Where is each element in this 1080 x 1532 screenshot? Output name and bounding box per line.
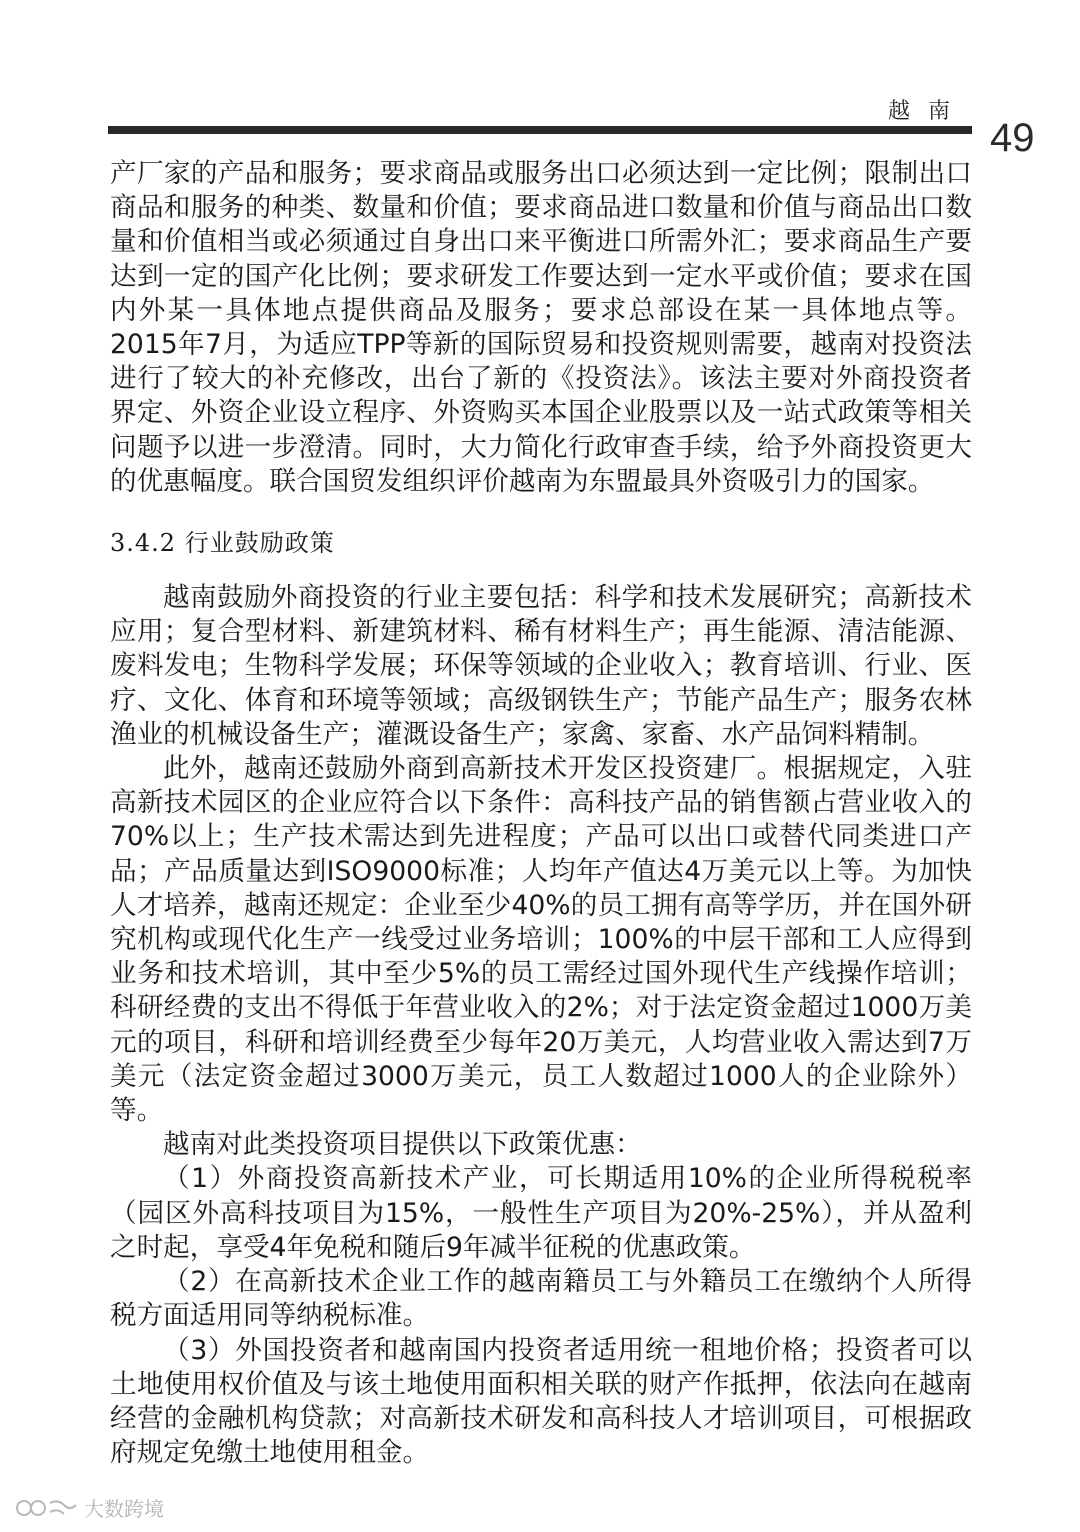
paragraph-policy-intro: 越南对此类投资项目提供以下政策优惠： [163, 1129, 642, 1161]
paragraph-policy-2: （2）在高新技术企业工作的越南籍员工与外籍员工在缴纳个人所得税方面适用同等纳税标准。 [110, 1266, 972, 1332]
watermark [14, 1493, 164, 1522]
watermark-text: 大数跨境 [84, 1497, 164, 1521]
page-content [110, 157, 972, 1470]
paragraph-policy-1: （1）外商投资高新技术产业，可长期适用10%的企业所得税税率（园区外高科技项目为15%，一般性生产项目为20%-25%），并从盈利之时起，享受4年免税和随后9年减半征税的优惠政策。 [110, 1163, 972, 1263]
continued-paragraph: 产厂家的产品和服务；要求商品或服务出口必须达到一定比例；限制出口商品和服务的种类、数量和价值；要求商品进口数量和价值与商品出口数量和价值相当或必须通过自身出口来平衡进口所需外汇；要求商品生产要达到一定的国产化比例；要求研发工作要达到一定水平或价值；要求在国内外某一具体地点提供商品及服务；要求总部设在某一具体地点等。2015年7月，为适应TPP等新的国际贸易和投资规则需要，越南对投资法进行了较大的补充修改，出台了新的《投资法》。该法主要对外商投资者界定、外资企业设立程序、外资购买本国企业股票以及一站式政策等相关问题予以进一步澄清。同时，大力简化行政审查手续，给予外商投资更大的优惠幅度。联合国贸发组织评价越南为东盟最具外资吸引力的国家。 [110, 158, 972, 497]
watermark-logo-icon [14, 1497, 78, 1519]
paragraph-encouraged-industries: 越南鼓励外商投资的行业主要包括：科学和技术发展研究；高新技术应用；复合型材料、新建筑材料、稀有材料生产；再生能源、清洁能源、废料发电；生物科学发展；环保等领域的企业收入；教育培训、行业、医疗、文化、体育和环境等领域；高级钢铁生产；节能产品生产；服务农林渔业的机械设备生产；灌溉设备生产；家禽、家畜、水产品饲料精制。 [110, 582, 972, 750]
section-heading: 3.4.2 行业鼓励政策 [110, 529, 335, 558]
header-rule [108, 126, 972, 134]
paragraph-policy-3: （3）外国投资者和越南国内投资者适用统一租地价格；投资者可以土地使用权价值及与该土地使用面积相关联的财产作抵押，依法向在越南经营的金融机构贷款；对高新技术研发和高科技人才培训项目，可根据政府规定免缴土地使用租金。 [110, 1334, 972, 1469]
paragraph-high-tech-zones: 此外，越南还鼓励外商到高新技术开发区投资建厂。根据规定，入驻高新技术园区的企业应符合以下条件：高科技产品的销售额占营业收入的70%以上；生产技术需达到先进程度；产品可以出口或替代同类进口产品；产品质量达到ISO9000标准；人均年产值达4万美元以上等。为加快人才培养，越南还规定：企业至少40%的员工拥有高等学历，并在国外研究机构或现代化生产一线受过业务培训；100%的中层干部和工人应得到业务和技术培训，其中至少5%的员工需经过国外现代生产线操作培训；科研经费的支出不得低于年营业收入的2%；对于法定资金超过1000万美元的项目，科研和培训经费至少每年20万美元，人均营业收入需达到7万美元（法定资金超过3000万美元，员工人数超过1000人的企业除外）等。 [110, 753, 972, 1127]
running-head: 越南 [887, 99, 968, 124]
page-number: 49 [990, 116, 1035, 160]
